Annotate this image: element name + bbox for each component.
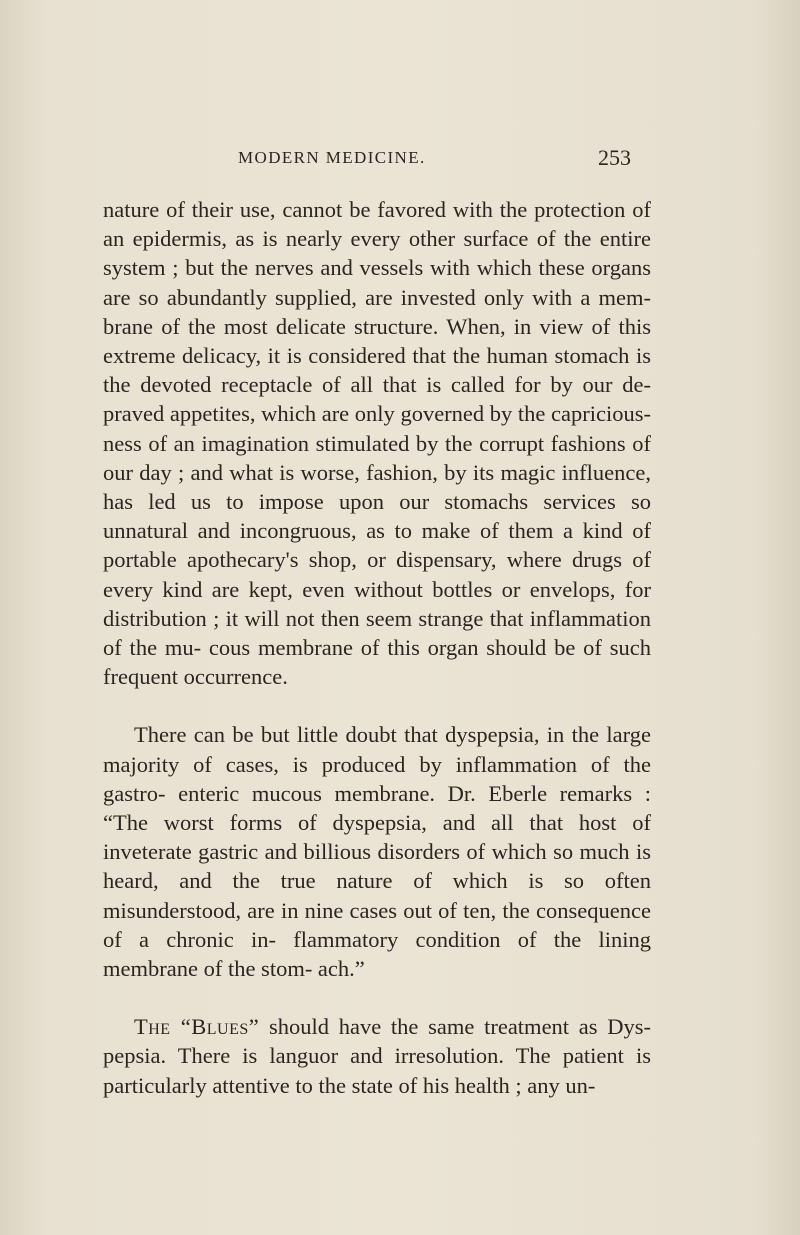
paragraph-3-text: should have the same treatment as Dys- pepsia. There is languor and irresolution. The patient is particularly attentive to the state of his health ; any un-	[103, 1014, 651, 1098]
paragraph-1: nature of their use, cannot be favored with the protection of an epidermis, as is nearly every other surface of the entire system ; but the nerves and vessels with which these organs are so abundantly supplied, are invested only with a mem- brane of the most delicate structure. When, in view of this extreme delicacy, it is considered that the human stomach is the devoted receptacle of all that is called for by our de- praved appetites, which are only governed by the capricious- ness of an imagination stimulated by the corrupt fashions of our day ; and what is worse, fashion, by its magic influence, has led us to impose upon our stomachs services so unnatural and incongruous, as to make of them a kind of portable apothecary's shop, or dispensary, where drugs of every kind are kept, even without bottles or envelops, for distribution ; it will not then seem strange that inflammation of the mu- cous membrane of this organ should be of such frequent occurrence.	[103, 197, 651, 690]
body-text	[103, 195, 651, 1100]
paragraph-3-lead-in: The “Blues”	[134, 1014, 260, 1040]
paragraph-2: There can be but little doubt that dyspepsia, in the large majority of cases, is produced by inflammation of the gastro- enteric mucous membrane. Dr. Eberle remarks : “The worst forms of dyspepsia, and all that host of inveterate gastric and billious disorders of which so much is heard, and the true nature of which is so often misunderstood, are in nine cases out of ten, the consequence of a chronic in- flammatory condition of the lining membrane of the stom- ach.”	[103, 722, 651, 982]
paragraph-3	[103, 1012, 651, 1100]
running-title: MODERN MEDICINE.	[238, 148, 426, 167]
page-number: 253	[598, 145, 631, 170]
running-head	[0, 144, 800, 172]
